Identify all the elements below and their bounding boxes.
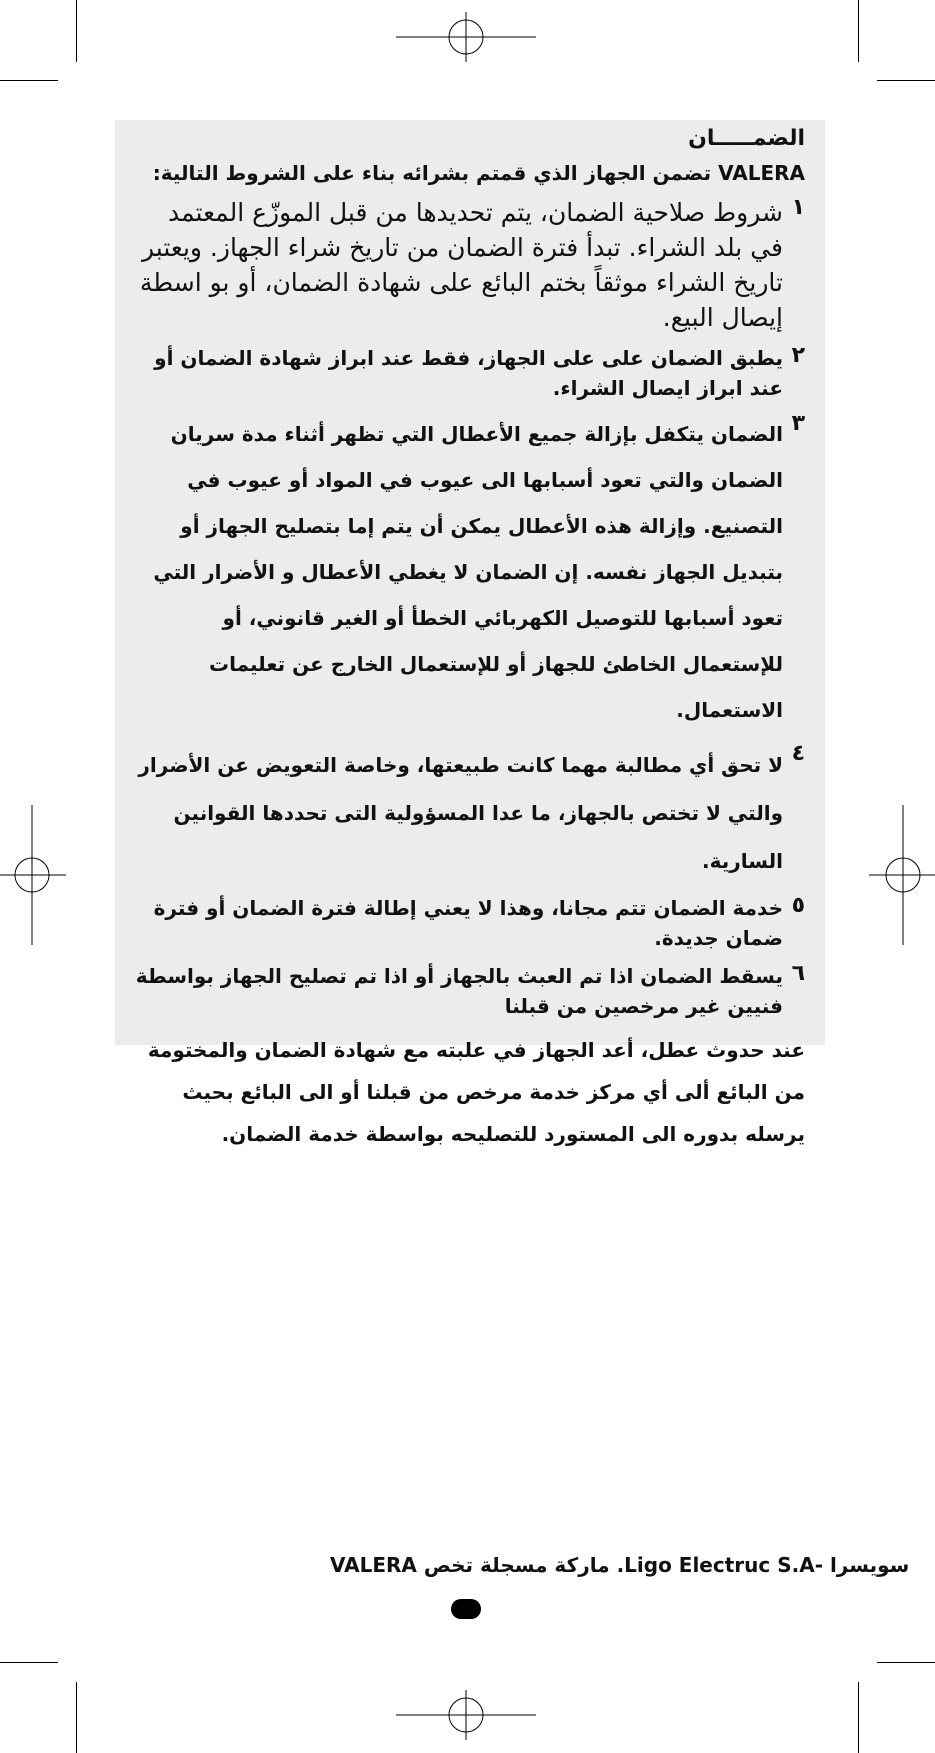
item-text: الضمان يتكفل بإزالة جميع الأعطال التي تظهر أثناء مدة سريان الضمان والتي تعود أسبابها الى عيوب في المواد أو عيوب في التصنيع. وإزالة هذه الأعطال يمكن أن يتم إما بتصليح الجهاز أو بتبديل الجهاز نفسه. إن الضمان لا يغطي الأعطال و الأضرار التي تعود أسبابها للتوصيل الكهربائي الخطأ أو الغير قانوني، أو للإستعمال الخاطئ للجهاز أو للإستعمال الخارج عن تعليمات الاستعمال. — [153, 422, 783, 722]
crop-mark — [0, 1662, 58, 1663]
registration-mark-top — [396, 12, 536, 62]
crop-mark — [76, 0, 77, 62]
trademark-footer: VALERA ماركة مسجلة تخص .Ligo Electruc S.A- سويسرا — [330, 1553, 910, 1577]
item-number: ٤ — [791, 741, 805, 766]
item-number: ٥ — [791, 893, 805, 918]
warranty-text — [135, 126, 805, 1155]
item-text: يسقط الضمان اذا تم العبث بالجهاز أو اذا تم تصليح الجهاز بواسطة فنيين غير مرخصين من قبلنا — [135, 964, 783, 1018]
registration-mark-bottom — [396, 1690, 536, 1740]
item-number: ١ — [791, 195, 805, 220]
registration-mark-right — [869, 805, 935, 945]
item-text: لا تحق أي مطالبة مهما كانت طبيعتها، وخاصة التعويض عن الأضرار والتي لا تختص بالجهاز، ما عدا المسؤولية التى تحددها القوانين السارية. — [138, 753, 783, 873]
crop-mark — [858, 0, 859, 62]
crop-mark — [858, 1682, 859, 1753]
crop-mark — [877, 1662, 935, 1663]
warranty-item — [135, 195, 805, 335]
page-title: الضمـــــان — [688, 126, 805, 151]
warranty-item — [135, 741, 805, 885]
item-text: خدمة الضمان تتم مجانا، وهذا لا يعني إطالة فترة الضمان أو فترة ضمان جديدة. — [153, 896, 783, 950]
warranty-item — [135, 343, 805, 403]
page-number-marker — [451, 1599, 481, 1619]
item-number: ٦ — [791, 961, 805, 986]
crop-mark — [0, 80, 58, 81]
item-number: ٣ — [791, 411, 805, 436]
item-number: ٢ — [791, 343, 805, 368]
crop-mark — [877, 80, 935, 81]
warranty-item — [135, 893, 805, 953]
warranty-item — [135, 961, 805, 1021]
item-text: يطبق الضمان على على الجهاز، فقط عند ابراز شهادة الضمان أو عند ابراز ايصال الشراء. — [154, 346, 783, 400]
registration-mark-left — [0, 805, 66, 945]
intro-text: VALERA تضمن الجهاز الذي قمتم بشرائه بناء على الشروط التالية: — [152, 161, 805, 185]
closing-paragraph: عند حدوث عطل، أعد الجهاز في علبته مع شهادة الضمان والمختومة من البائع ألى أي مركز خدمة مرخص من قبلنا أو الى البائع بحيث يرسله بدوره الى المستورد للتصليحه بواسطة خدمة الضمان. — [147, 1038, 805, 1146]
crop-mark — [76, 1682, 77, 1753]
warranty-item — [135, 411, 805, 733]
item-text: شروط صلاحية الضمان، يتم تحديدها من قبل الموزّع المعتمد في بلد الشراء. تبدأ فترة الضمان من تاريخ شراء الجهاز. ويعتبر تاريخ الشراء موثقاً بختم البائع على شهادة الضمان، أو بو اسطة إيصال البيع. — [139, 198, 783, 332]
